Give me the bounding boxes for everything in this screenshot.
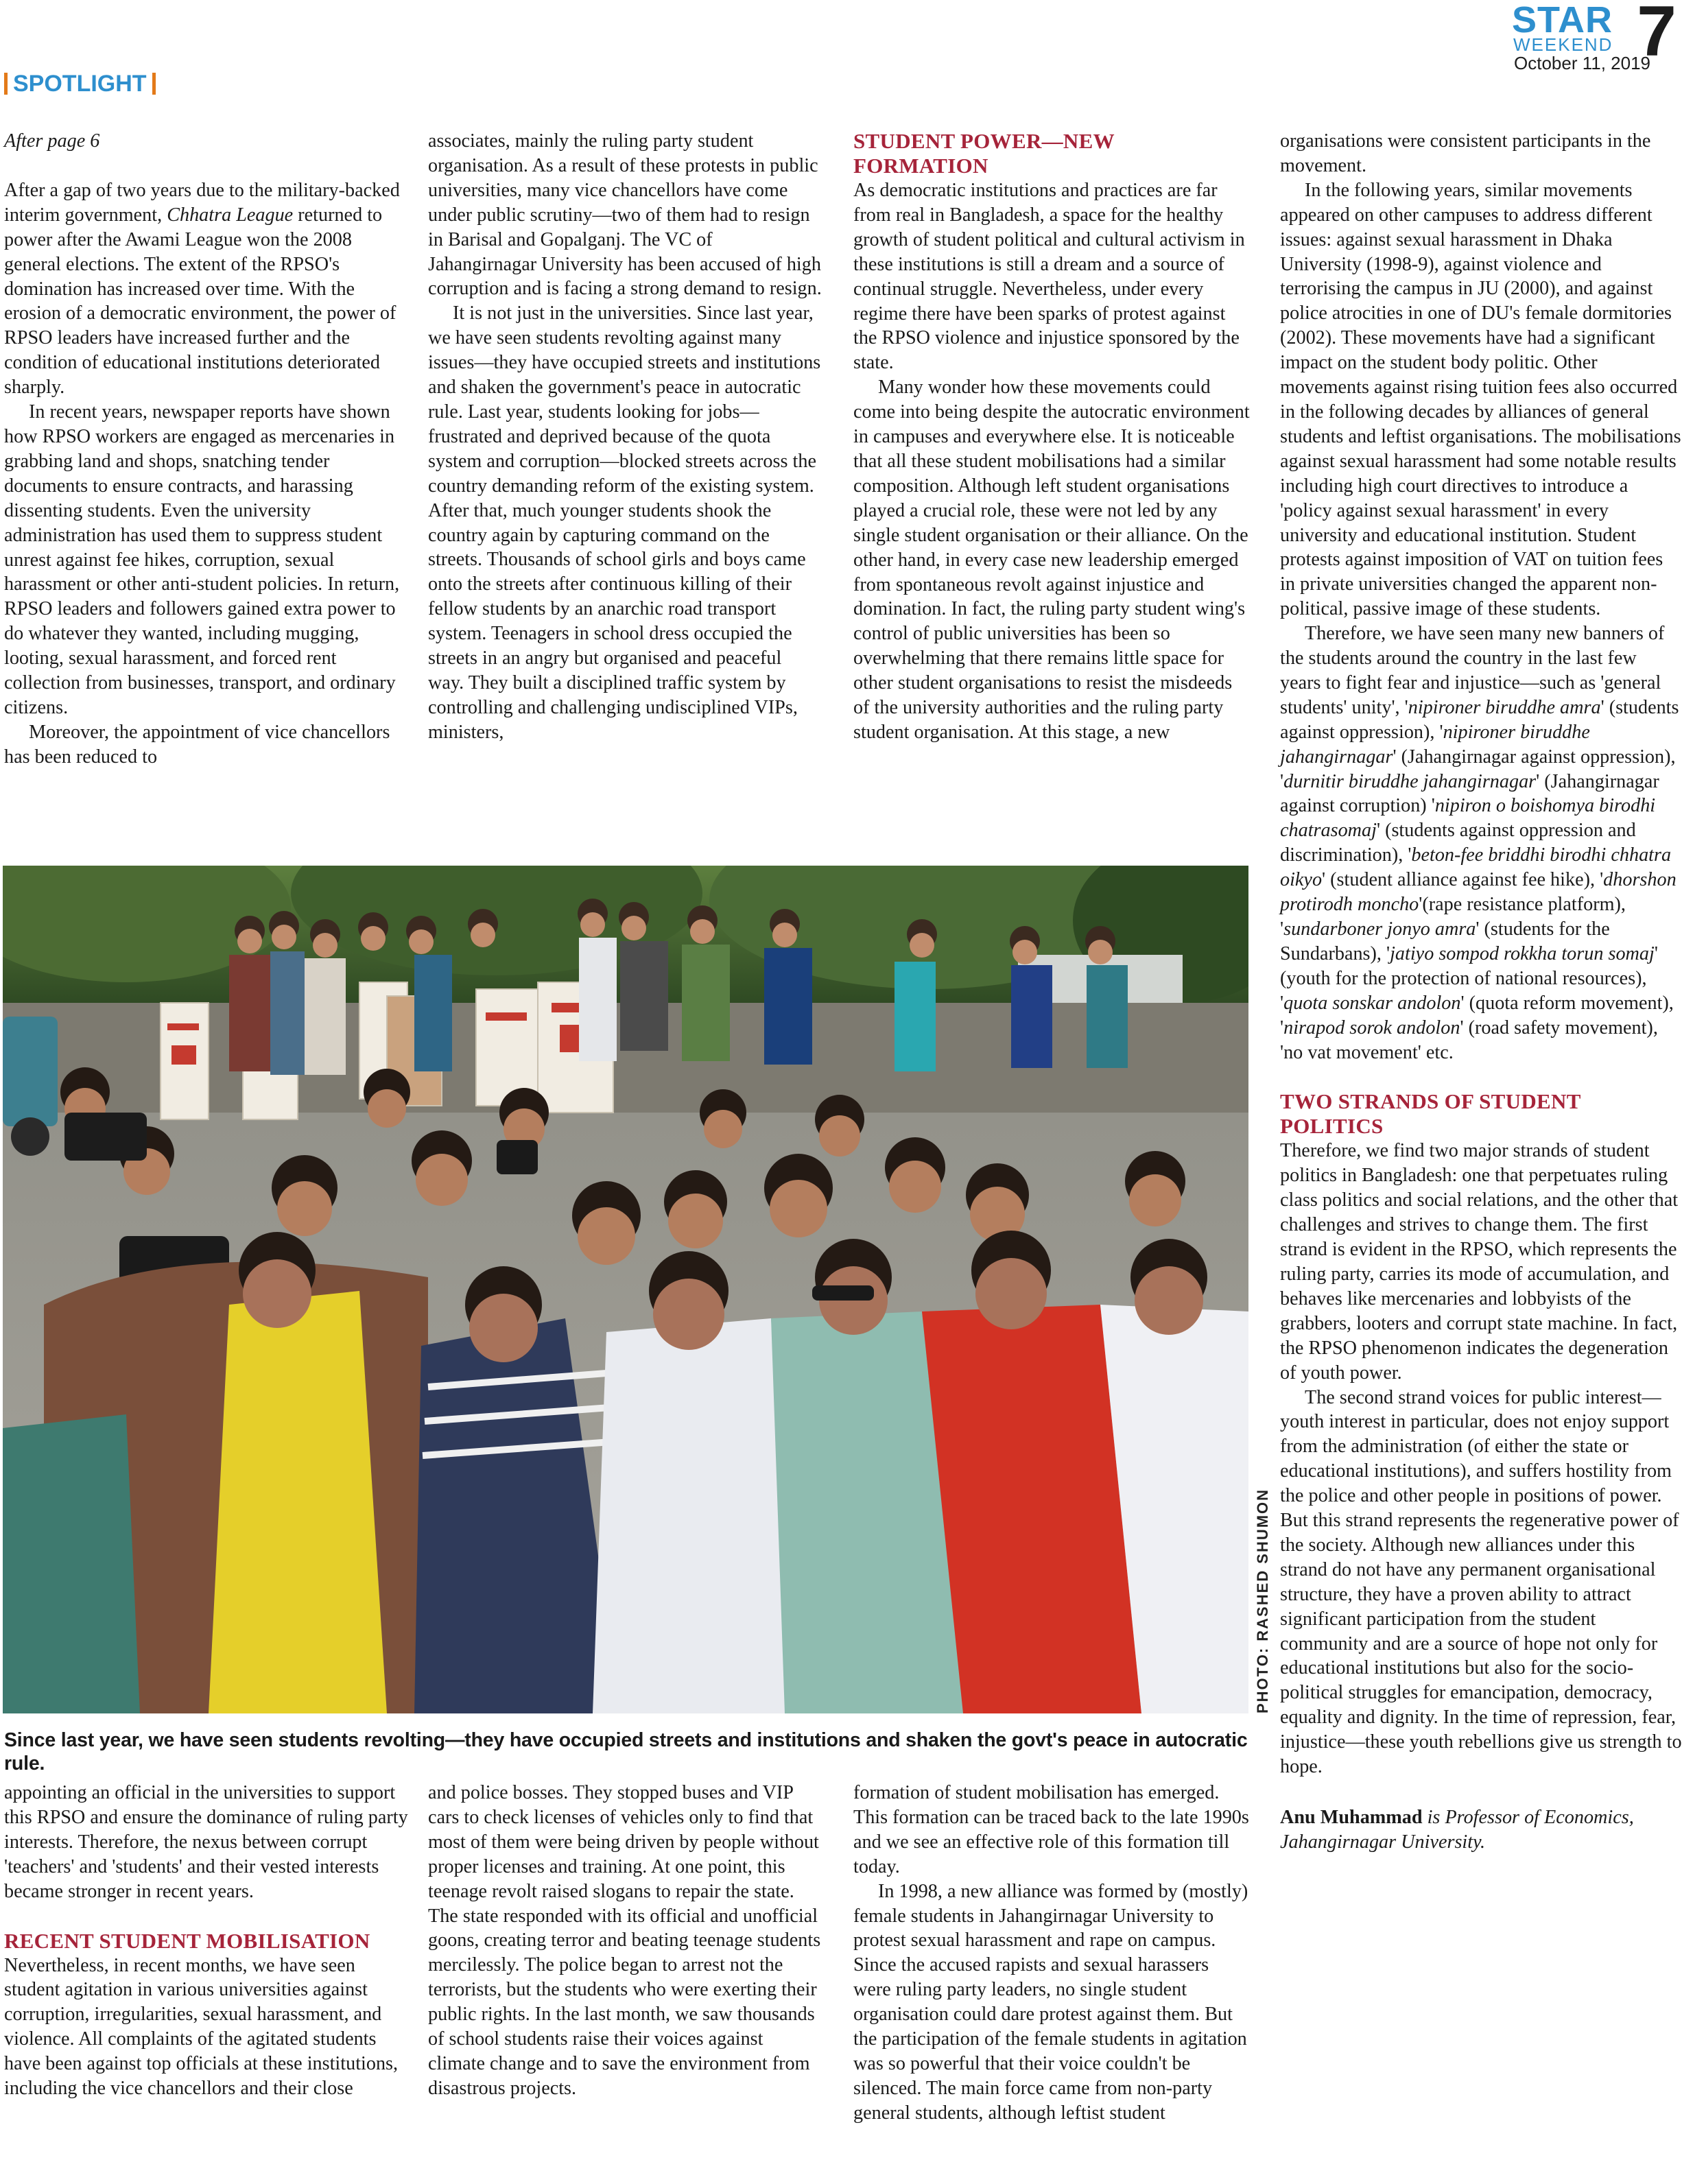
subheading-recent-mobilisation: RECENT STUDENT MOBILISATION — [4, 1928, 370, 1953]
masthead — [1512, 0, 1677, 75]
brand-star-logo: STAR — [1512, 0, 1613, 40]
paragraph: The second strand voices for public interest—youth interest in particular, does not enjoy support from the administration (of either the state or educational institutions), and suffers hostility from the police and other people in positions of power. But this strand represents the regenerative power of the society. Although new alliances under this strand do not have any permanent organisational structure, they have a proven ability to attract significant participation from the student community and are a source of hope not only for educational institutions but also for the socio-political struggles for emancipation, democracy, equality and dignity. In the time of repression, fear, injustice—these youth rebellions give us strength to hope. — [1280, 1386, 1682, 1778]
paragraph: In 1998, a new alliance was formed by (mostly) female students in Jahangirnagar University to protest sexual harassment and rape on campus. Since the accused rapists and sexual harassers were ruling party leaders, no single student organisation could dare protest against them. But the participation of the female students in agitation was so powerful that their voice couldn't be silenced. The main force came from non-party general students, although leftist student — [853, 1880, 1248, 2124]
paragraph: After a gap of two years due to the military-backed interim government, Chhatra League returned to power after the Awami League won the 2008 general elections. The extent of the RPSO's domination has increased over time. With the erosion of a democratic environment, the power of RPSO leaders have increased further and the condition of educational institutions deteriorated sharply. — [4, 179, 400, 399]
paragraph: It is not just in the universities. Since last year, we have seen students revolting against many issues—they have occupied streets and institutions and shaken the government's peace in autocratic rule. Last year, students looking for jobs—frustrated and deprived because of the quota system and corruption—blocked streets across the country demanding reform of the existing system. After that, much younger students shook the country again by capturing command on the streets. Thousands of school girls and boys came onto the streets after continuous killing of their fellow students by an anarchic road transport system. Teenagers in school dress occupied the streets in an angry but organised and peaceful way. They built a disciplined traffic system by controlling and challenging undisciplined VIPs, ministers, — [428, 302, 821, 743]
paragraph: In the following years, similar movements appeared on other campuses to address different issues: against sexual harassment in Dhaka University (1998-9), against violence and terrorising the campus in JU (2000), and against police atrocities in one of DU's female dormitories (2002). These movements have had a significant impact on the student body politic. Other movements against rising tuition fees also occurred in the following decades by alliances of general students and leftist organisations. The mobilisations against sexual harassment had some notable results including high court directives to introduce a 'policy against sexual harassment' in every university and educational institution. Student protests against imposition of VAT on tuition fees in private universities changed the apparent non-political, passive image of these students. — [1280, 179, 1681, 620]
article-column-2 — [428, 129, 822, 745]
publication-date: October 11, 2019 — [1514, 53, 1650, 73]
paragraph: Many wonder how these movements could come into being despite the autocratic environment in campuses and everywhere else. It is noticeable that all these student mobilisations had a similar composition. Although left student organisations played a crucial role, these were not led by any single student organisation or their alliance. On the other hand, in every case new leadership emerged from spontaneous revolt against injustice and domination. In fact, the ruling party student wing's control of public universities has been so overwhelming that there remains little space for other student organisations to resist the misdeeds of the university authorities and the ruling party student organisation. At this stage, a new — [853, 377, 1250, 743]
article-column-3 — [853, 129, 1250, 745]
jump-note: After page 6 — [4, 130, 100, 152]
section-title: SPOTLIGHT — [13, 70, 147, 97]
paragraph: In recent years, newspaper reports have shown how RPSO workers are engaged as mercenaries in grabbing land and shops, snatching tender documents to ensure contracts, and harassing dissenting students. Even the university administration has used them to suppress student unrest against fee hikes, corruption, sexual harassment or other anti-student policies. In return, RPSO leaders and followers gained extra power to do whatever they wanted, including mugging, looting, sexual harassment, and forced rent collection from businesses, transport, and ordinary citizens. — [4, 401, 400, 718]
article-column-5 — [4, 1781, 409, 2101]
paragraph: As democratic institutions and practices are far from real in Bangladesh, a space for the healthy growth of student political and cultural activism in these institutions is still a dream and a source of continual struggle. Nevertheless, under every regime there have been sparks of protest against the RPSO violence and injustice sponsored by the state. — [853, 180, 1245, 374]
subheading-student-power: STUDENT POWER—NEW FORMATION — [853, 129, 1115, 178]
paragraph: Nevertheless, in recent months, we have seen student agitation in various universities against corruption, irregularities, sexual harassment, and violence. All complaints of the agitated students have been against top officials at these institutions, including the vice chancellors and their close — [4, 1954, 399, 2100]
paragraph: formation of student mobilisation has emerged. This formation can be traced back to the late 1990s and we see an effective role of this formation till today. — [853, 1782, 1249, 1877]
paragraph: Therefore, we find two major strands of student politics in Bangladesh: one that perpetuates ruling class politics and social relations, and the other that challenges and strives to change them. The first strand is evident in the RPSO, which represents the ruling party, carries its mode of accumulation, and behaves like mercenaries and lobbyists of the grabbers, looters and corrupt state machine. In fact, the RPSO phenomenon indicates the degeneration of youth power. — [1280, 1140, 1679, 1384]
article-column-1 — [4, 129, 409, 770]
author-byline — [1280, 1805, 1682, 1855]
article-column-7 — [853, 1781, 1250, 2126]
paragraph: and police bosses. They stopped buses and VIP cars to check licenses of vehicles only to find that most of them were being driven by people without proper licenses and training. At one point, this teenage revolt raised slogans to repair the state. The state responded with its official and unofficial goons, creating terror and beating teenage students mercilessly. The police began to arrest not the terrorists, but the students who were exerting their public rights. In the last month, we saw thousands of school students raise their voices against climate change and to save the environment from disastrous projects. — [428, 1782, 821, 2099]
photo-credit: PHOTO: RASHED SHUMON — [1254, 1488, 1271, 1713]
paragraph: associates, mainly the ruling party student organisation. As a result of these protests in public universities, many vice chancellors have come under public scrutiny—two of them had to resign in Barisal and Gopalganj. The VC of Jahangirnagar University has been accused of high corruption and is facing a strong demand to resign. — [428, 130, 822, 300]
paragraph: appointing an official in the universities to support this RPSO and ensure the dominance of ruling party interests. Therefore, the nexus between corrupt 'teachers' and 'students' and their vested interests became stronger in recent years. — [4, 1782, 408, 1902]
subheading-two-strands: TWO STRANDS OF STUDENT POLITICS — [1280, 1089, 1581, 1139]
article-column-6 — [428, 1781, 822, 2101]
section-label — [4, 69, 156, 99]
author-role: is Professor of Economics, Jahangirnagar University. — [1280, 1807, 1634, 1853]
protest-photo-illustration — [3, 866, 1248, 1713]
author-name: Anu Muhammad — [1280, 1807, 1423, 1828]
article-column-4 — [1280, 129, 1682, 1855]
paragraph: organisations were consistent participants in the movement. — [1280, 130, 1651, 176]
section-bar-right — [152, 73, 156, 95]
section-bar-left — [4, 73, 8, 95]
paragraph-banners: Therefore, we have seen many new banners of the students around the country in the last few years to fight fear and injustice—such as 'general students' unity', 'nipironer biruddhe amra' (students against oppression), 'nipironer biruddhe jahangirnagar' (Jahangirnagar against oppression), 'durnitir biruddhe jahangirnagar' (Jahangirnagar against corruption) 'nipiron o boishomya birodhi chatrasomaj' (students against oppression and discrimination), 'beton-fee briddhi birodhi chhatra oikyo' (student alliance against fee hike), 'dhorshon protirodh moncho'(rape resistance platform), 'sundarboner jonyo amra' (students for the Sundarbans), 'jatiyo sompod rokkha torun somaj' (youth for the protection of national resources), 'quota sonskar andolon' (quota reform movement), 'nirapod sorok andolon' (road safety movement), 'no vat movement' etc. — [1280, 623, 1679, 1063]
paragraph: Moreover, the appointment of vice chancellors has been reduced to — [4, 721, 390, 768]
photo-caption: Since last year, we have seen students revolting—they have occupied streets and institutions and shaken the govt's peace in autocratic rule. — [4, 1729, 1248, 1774]
brand-weekend-logo: WEEKEND — [1513, 34, 1613, 55]
page-number: 7 — [1637, 0, 1677, 71]
organisation-name: Chhatra League — [167, 204, 294, 226]
protest-photo — [3, 866, 1248, 1713]
